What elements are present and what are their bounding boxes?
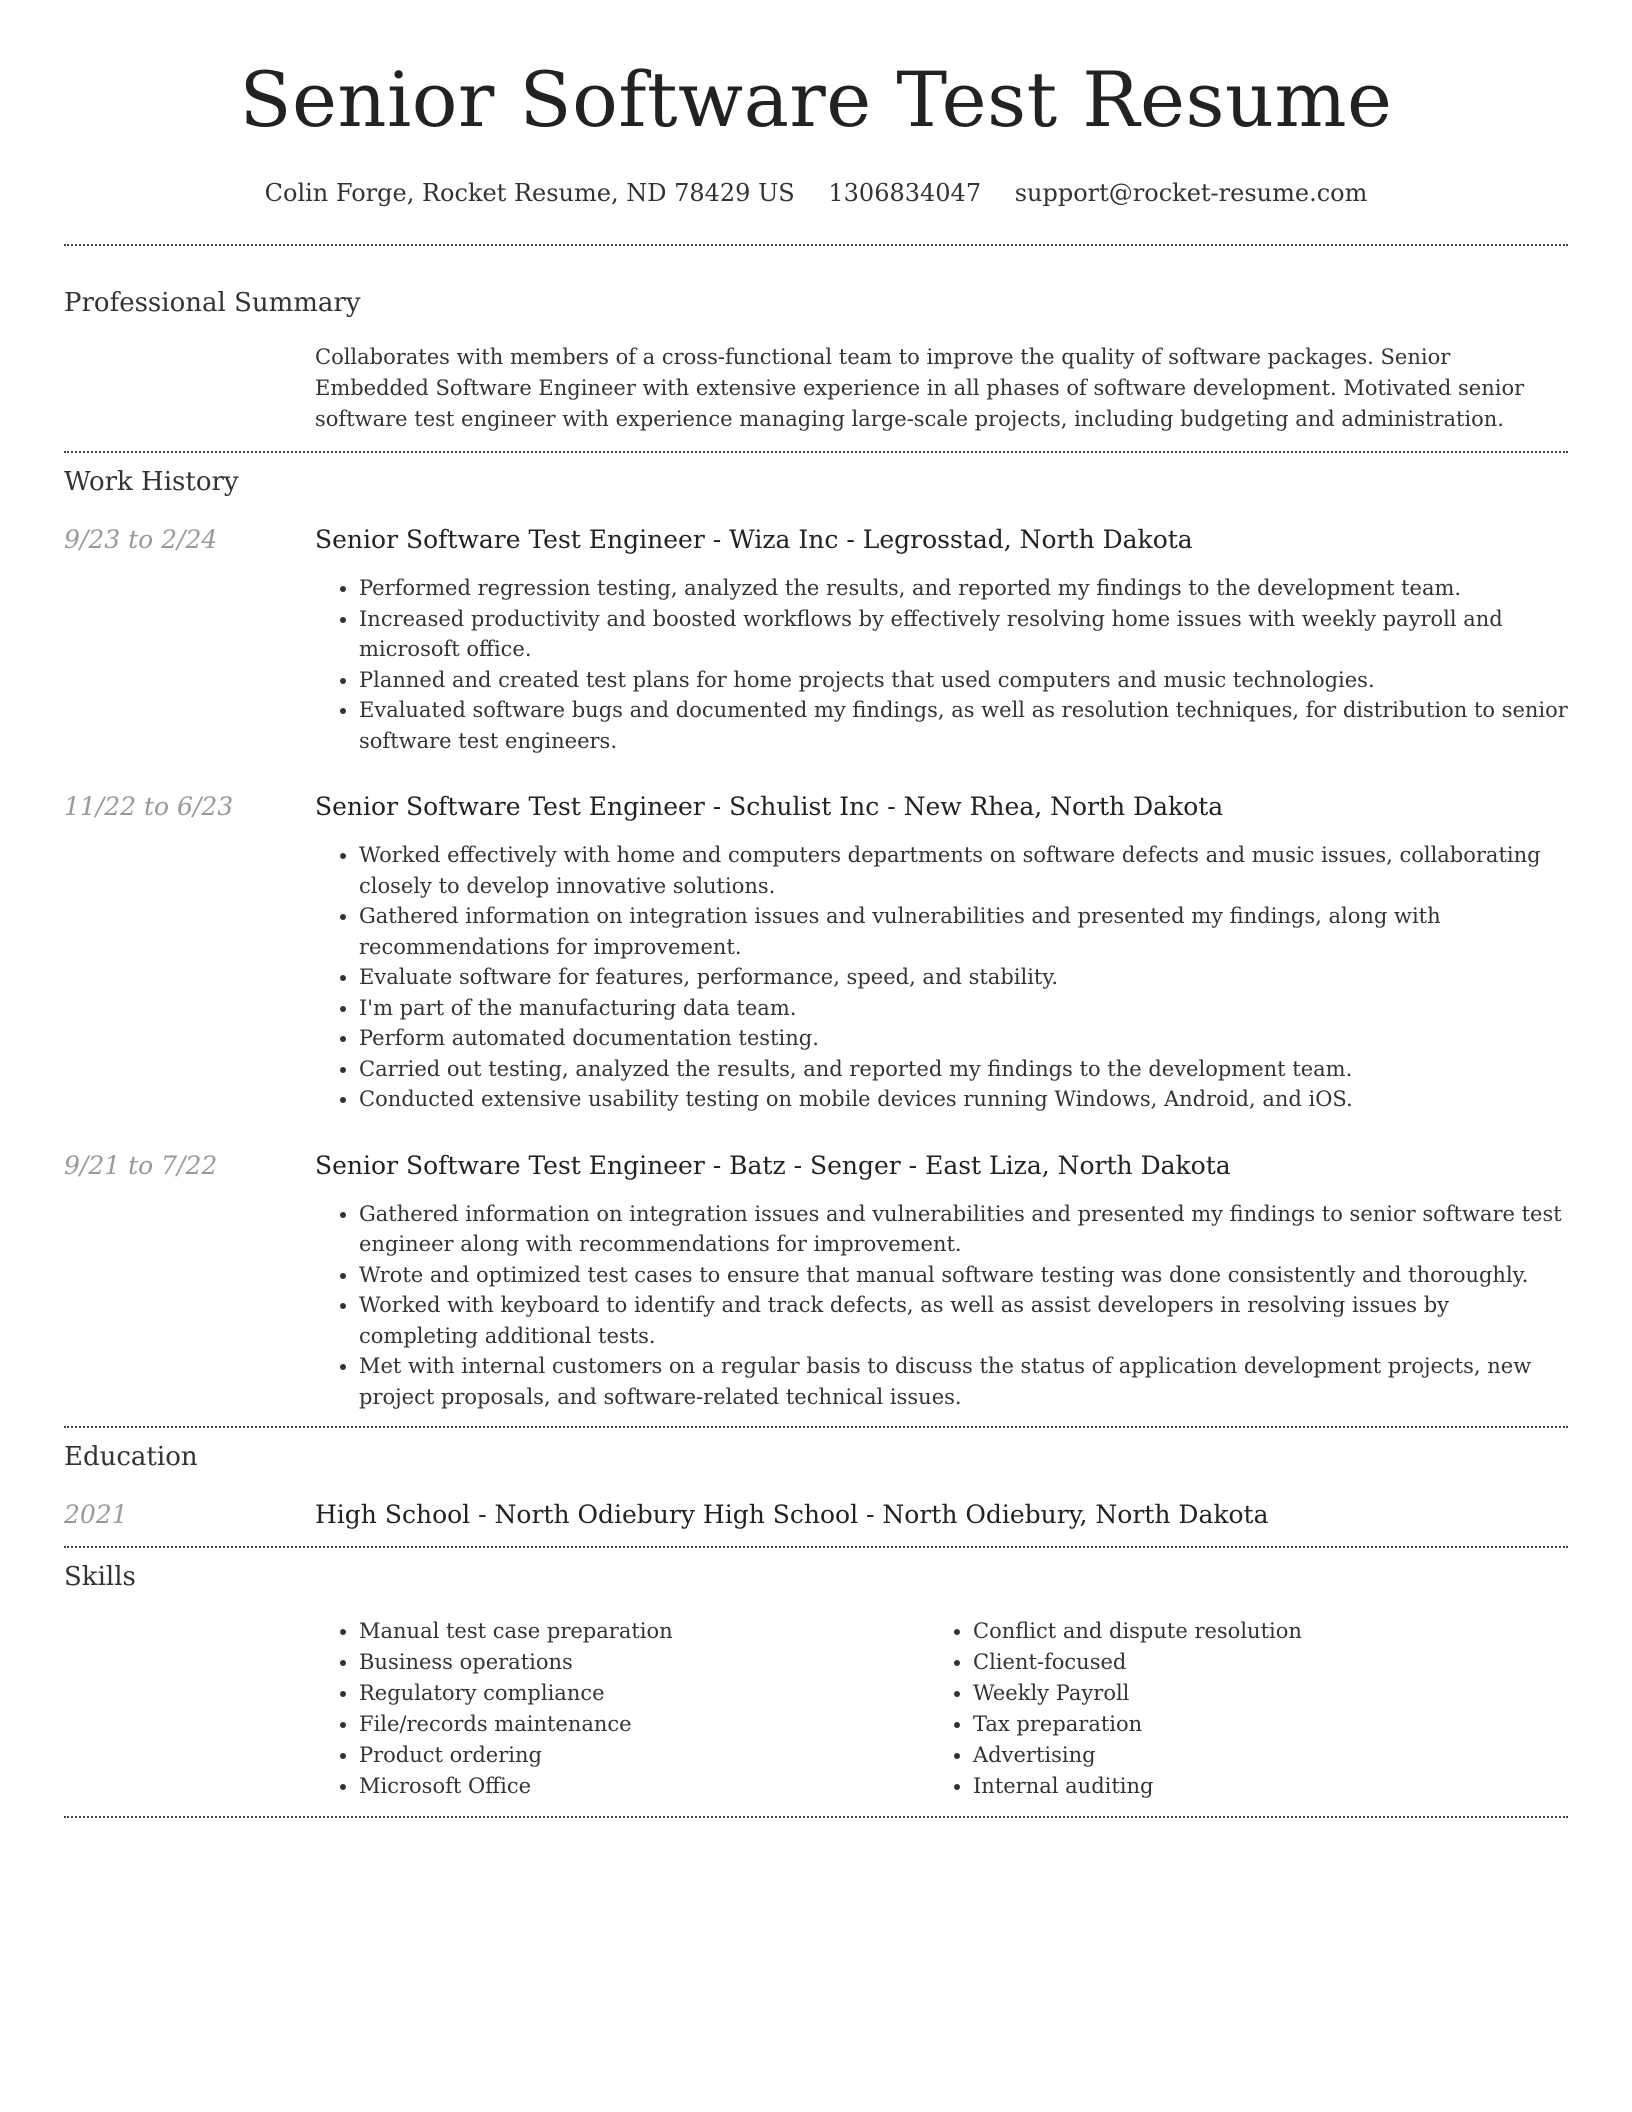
job-dates: 11/22 to 6/23 [64,792,234,821]
skill-item: • Internal auditing [973,1771,1543,1802]
education-title: High School - North Odiebury High School - North Odiebury, North Dakota [315,1500,1269,1529]
job-bullet: • Wrote and optimized test cases to ensure that manual software testing was done consistently and thoroughly. [359,1260,1568,1291]
job-bullets [315,840,1568,1115]
education-section [64,1442,1568,1546]
skills-heading: Skills [64,1562,136,1592]
job-body [315,792,1568,1115]
contact-line [64,178,1568,208]
skill-item: • Weekly Payroll [973,1678,1543,1709]
skill-item: • Manual test case preparation [359,1616,929,1647]
job-dates: 9/23 to 2/24 [64,525,218,554]
job-body [315,1151,1568,1413]
job-bullet: • Perform automated documentation testing. [359,1023,1568,1054]
skill-item: • Regulatory compliance [359,1678,929,1709]
job-bullets [315,1199,1568,1413]
job-title: Senior Software Test Engineer - Batz - Senger - East Liza, North Dakota [315,1150,1231,1180]
job-bullet: • Met with internal customers on a regular basis to discuss the status of application development projects, new project proposals, and software-related technical issues. [359,1351,1568,1412]
job-bullet: • Performed regression testing, analyzed the results, and reported my findings to the development team. [359,573,1568,604]
summary-section [64,288,1568,451]
skill-item: • Product ordering [359,1740,929,1771]
education-body [315,1500,1568,1530]
skills-column-left [315,1616,929,1802]
job-bullet: • Worked with keyboard to identify and track defects, as well as assist developers in resolving issues by completing additional tests. [359,1290,1568,1351]
education-entry [64,1500,1568,1530]
job-entry [64,1151,1568,1413]
job-title: Senior Software Test Engineer - Wiza Inc - Legrosstad, North Dakota [315,525,1193,554]
job-bullet: • Conducted extensive usability testing on mobile devices running Windows, Android, and iOS. [359,1084,1568,1115]
skills-list [315,1616,929,1802]
job-bullet: • Evaluated software bugs and documented my findings, as well as resolution techniques, for distribution to senior software test engineers. [359,695,1568,756]
job-bullet: • Evaluate software for features, performance, speed, and stability. [359,962,1568,993]
contact-phone: 1306834047 [828,179,982,207]
contact-address: Colin Forge, Rocket Resume, ND 78429 US [264,179,795,207]
job-bullet: • Gathered information on integration issues and vulnerabilities and presented my findings, along with recommendations for improvement. [359,901,1568,962]
skill-item: • Tax preparation [973,1709,1543,1740]
divider [64,1546,1568,1548]
resume-title: Senior Software Test Resume [239,55,1393,144]
divider [64,1816,1568,1818]
job-bullet: • Increased productivity and boosted workflows by effectively resolving home issues with weekly payroll and microsoft office. [359,604,1568,665]
job-bullet: • Planned and created test plans for home projects that used computers and music technologies. [359,665,1568,696]
job-entry [64,525,1568,756]
contact-email: support@rocket-resume.com [1014,179,1368,207]
skill-item: • Business operations [359,1647,929,1678]
education-heading: Education [64,1442,198,1472]
skill-item: • File/records maintenance [359,1709,929,1740]
job-dates: 9/21 to 7/22 [64,1150,218,1180]
job-bullet: • Gathered information on integration issues and vulnerabilities and presented my findings to senior software test engineer along with recommendations for improvement. [359,1199,1568,1260]
job-bullet: • Carried out testing, analyzed the results, and reported my findings to the development team. [359,1054,1568,1085]
job-entry [64,792,1568,1115]
skills-section [64,1562,1568,1816]
skill-item: • Client-focused [973,1647,1543,1678]
job-body [315,525,1568,756]
skills-columns [315,1616,1568,1816]
skill-item: • Microsoft Office [359,1771,929,1802]
divider [64,451,1568,453]
education-date: 2021 [64,1500,128,1529]
job-bullet: • Worked effectively with home and computers departments on software defects and music issues, collaborating closely to develop innovative solutions. [359,840,1568,901]
skill-item: • Conflict and dispute resolution [973,1616,1543,1647]
summary-heading: Professional Summary [64,288,361,318]
work-history-heading: Work History [64,467,239,497]
skill-item: • Advertising [973,1740,1543,1771]
divider [64,1426,1568,1428]
job-bullets [315,573,1568,756]
divider [64,244,1568,246]
job-bullet: • I'm part of the manufacturing data team. [359,993,1568,1024]
summary-text: Collaborates with members of a cross-functional team to improve the quality of software packages. Senior Embedded Software Engineer with extensive experience in all phases of software development. Motivated senior software test engineer with experience managing large-scale projects, including budgeting and administration. [315,345,1525,431]
work-history-section [64,467,1568,1426]
skills-list [929,1616,1543,1802]
skills-column-right [929,1616,1543,1802]
job-title: Senior Software Test Engineer - Schulist Inc - New Rhea, North Dakota [315,792,1224,821]
